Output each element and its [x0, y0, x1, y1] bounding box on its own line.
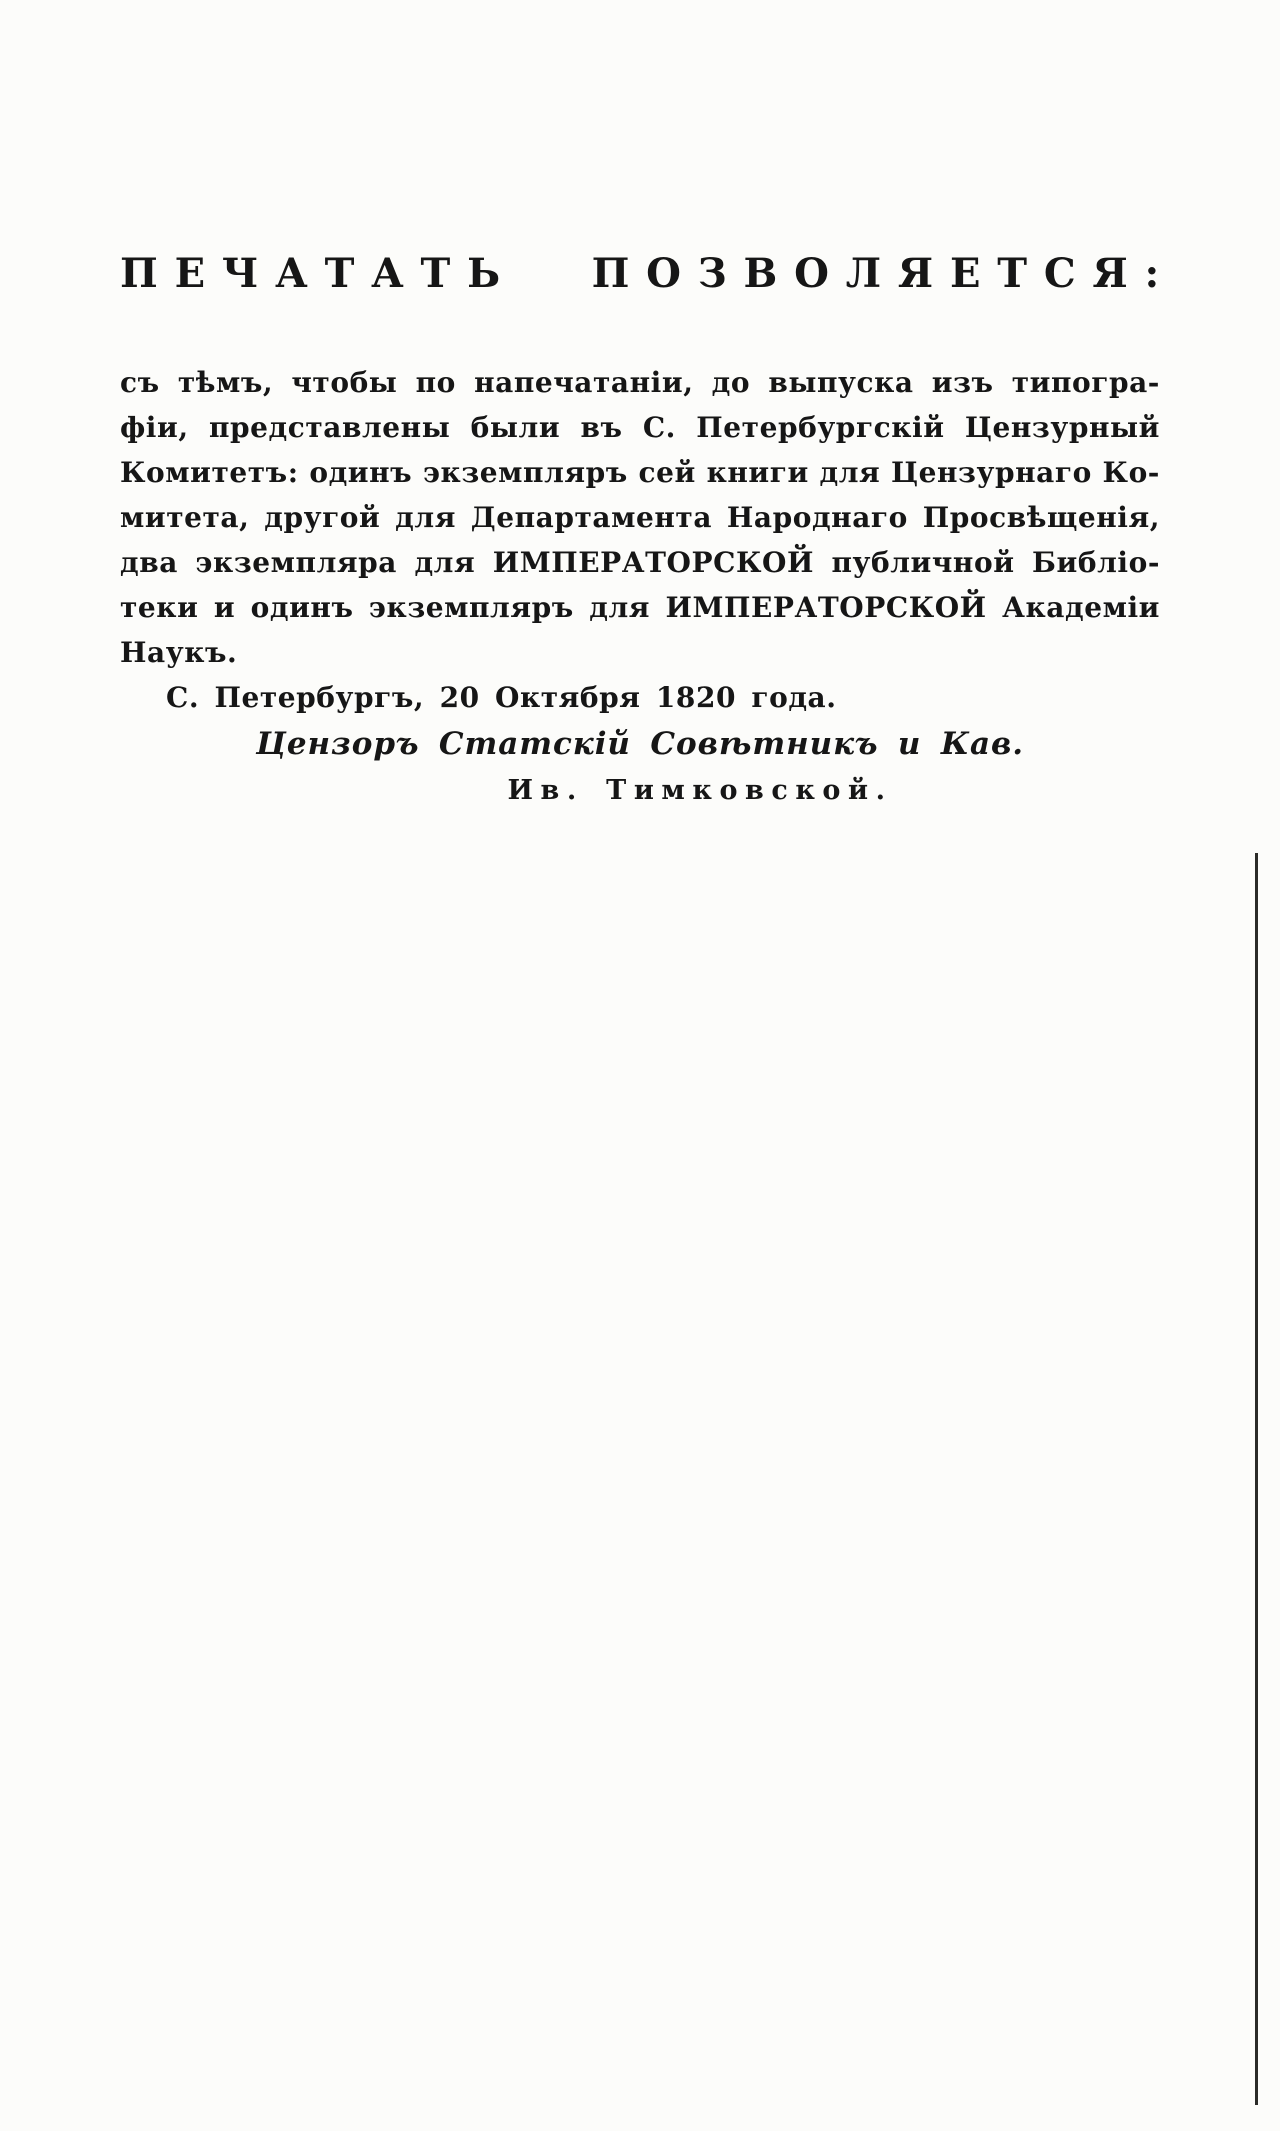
body-line: митета, другой для Департамента Народнаго Просвѣщенія, [120, 501, 1160, 534]
permission-body-paragraph [120, 360, 1160, 720]
censor-signature-block [120, 726, 1160, 806]
censor-permission-heading: ПЕЧАТАТЬ ПОЗВОЛЯЕТСЯ: [120, 250, 1177, 297]
page-edge-scan-line [1255, 853, 1258, 2105]
body-line: фіи, представлены были въ С. Петербургскій Цензурный [120, 411, 1160, 444]
dateline: С. Петербургъ, 20 Октября 1820 года. [166, 681, 837, 714]
body-line: Наукъ. [120, 636, 238, 669]
body-line: съ тѣмъ, чтобы по напечатаніи, до выпуска изъ типогра- [120, 366, 1160, 399]
body-line: теки и одинъ экземпляръ для ИМПЕРАТОРСКОЙ Академіи [120, 591, 1160, 624]
body-line: Комитетъ: одинъ экземпляръ сей книги для Цензурнаго Ко- [120, 456, 1160, 489]
body-line: два экземпляра для ИМПЕРАТОРСКОЙ публичной Библіо- [120, 546, 1160, 579]
censor-name-line: Ив. Тимковской. [507, 775, 893, 806]
censor-title-line: Цензоръ Статскій Совѣтникъ и Кав. [255, 726, 1025, 762]
